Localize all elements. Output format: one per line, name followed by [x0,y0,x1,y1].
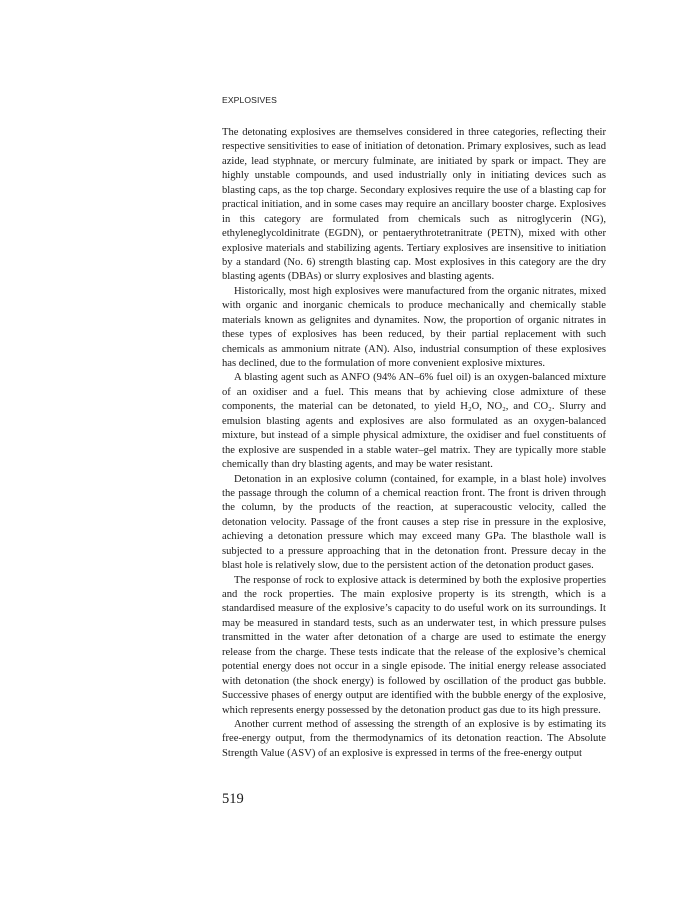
paragraph-free-energy-strength: Another current method of assessing the strength of an explosive is by estimating its free-energy output, from the thermodynamics of its detonation reaction. The Absolute Strength Value (ASV) of an explosive is expressed in terms of the free-energy output [222,718,606,759]
running-head: EXPLOSIVES [222,95,277,105]
paragraph-anfo-blasting-agent: A blasting agent such as ANFO (94% AN–6% fuel oil) is an oxygen-balanced mixture of an oxidiser and a fuel. This means that by achieving close admixture of these components, the material can be detonated, to yield H₂O, NO₂, and CO₂. Slurry and emulsion blasting agents and explosives are also formulated as an oxygen-balanced mixture, but instead of a simple physical admixture, the oxidiser and fuel constituents of the explosive are suspended in a stable water–gel matrix. They are typically more stable chemically than dry blasting agents, and may be water resistant. [222,372,606,471]
paragraph-history-organic-nitrates: Historically, most high explosives were manufactured from the organic nitrates, mixed with organic and inorganic chemicals to produce mechanically and chemically stable materials known as gelignites and dynamites. Now, the proportion of organic nitrates in these types of explosives has been reduced, by their partial replacement with such chemicals as ammonium nitrate (AN). Also, industrial consumption of these explosives has declined, due to the formulation of more convenient explosive mixtures. [222,285,606,369]
body-text [222,126,606,761]
paragraph-rock-response: The response of rock to explosive attack is determined by both the explosive properties and the rock properties. The main explosive property is its strength, which is a standardised measure of the explosive’s capacity to do useful work on its surroundings. It may be measured in standard tests, such as an underwater test, in which pressure pulses transmitted in the water after detonation of a charge are used to estimate the energy release from the charge. These tests indicate that the release of the explosive’s chemical potential energy does not occur in a single episode. The initial energy release associated with detonation (the shock energy) is followed by oscillation of the product gas bubble. Successive phases of energy output are identified with the bubble energy of the explosive, which represents energy possessed by the detonation product gas due to its high pressure. [222,574,606,716]
paragraph-detonation-column: Detonation in an explosive column (contained, for example, in a blast hole) involves the passage through the column of a chemical reaction front. The front is driven through the column, by the products of the reaction, at superacoustic velocity, called the detonation velocity. Passage of the front causes a step rise in pressure in the explosive, achieving a detonation pressure which may exceed many GPa. The blasthole wall is subjected to a pressure approaching that in the detonation front. Pressure decay in the blast hole is relatively slow, due to the persistent action of the detonation product gases. [222,473,606,572]
paragraph-detonating-categories: The detonating explosives are themselves considered in three categories, reflecting their respective sensitivities to ease of initiation of detonation. Primary explosives, such as lead azide, lead styphnate, or mercury fulminate, are initiated by spark or impact. They are highly unstable compounds, and used industrially only in initiating devices such as blasting caps, as the top charge. Secondary explosives require the use of a blasting cap for practical initiation, and in some cases may require an ancillary booster charge. Explosives in this category are formulated from chemicals such as nitroglycerin (NG), ethyleneglycoldinitrate (EGDN), or pentaerythrotetranitrate (PETN), mixed with other explosive materials and stabilizing agents. Tertiary explosives are insensitive to initiation by a standard (No. 6) strength blasting cap. Most explosives in this category are the dry blasting agents (DBAs) or slurry explosives and blasting agents. [222,127,606,283]
page-number: 519 [222,791,244,807]
